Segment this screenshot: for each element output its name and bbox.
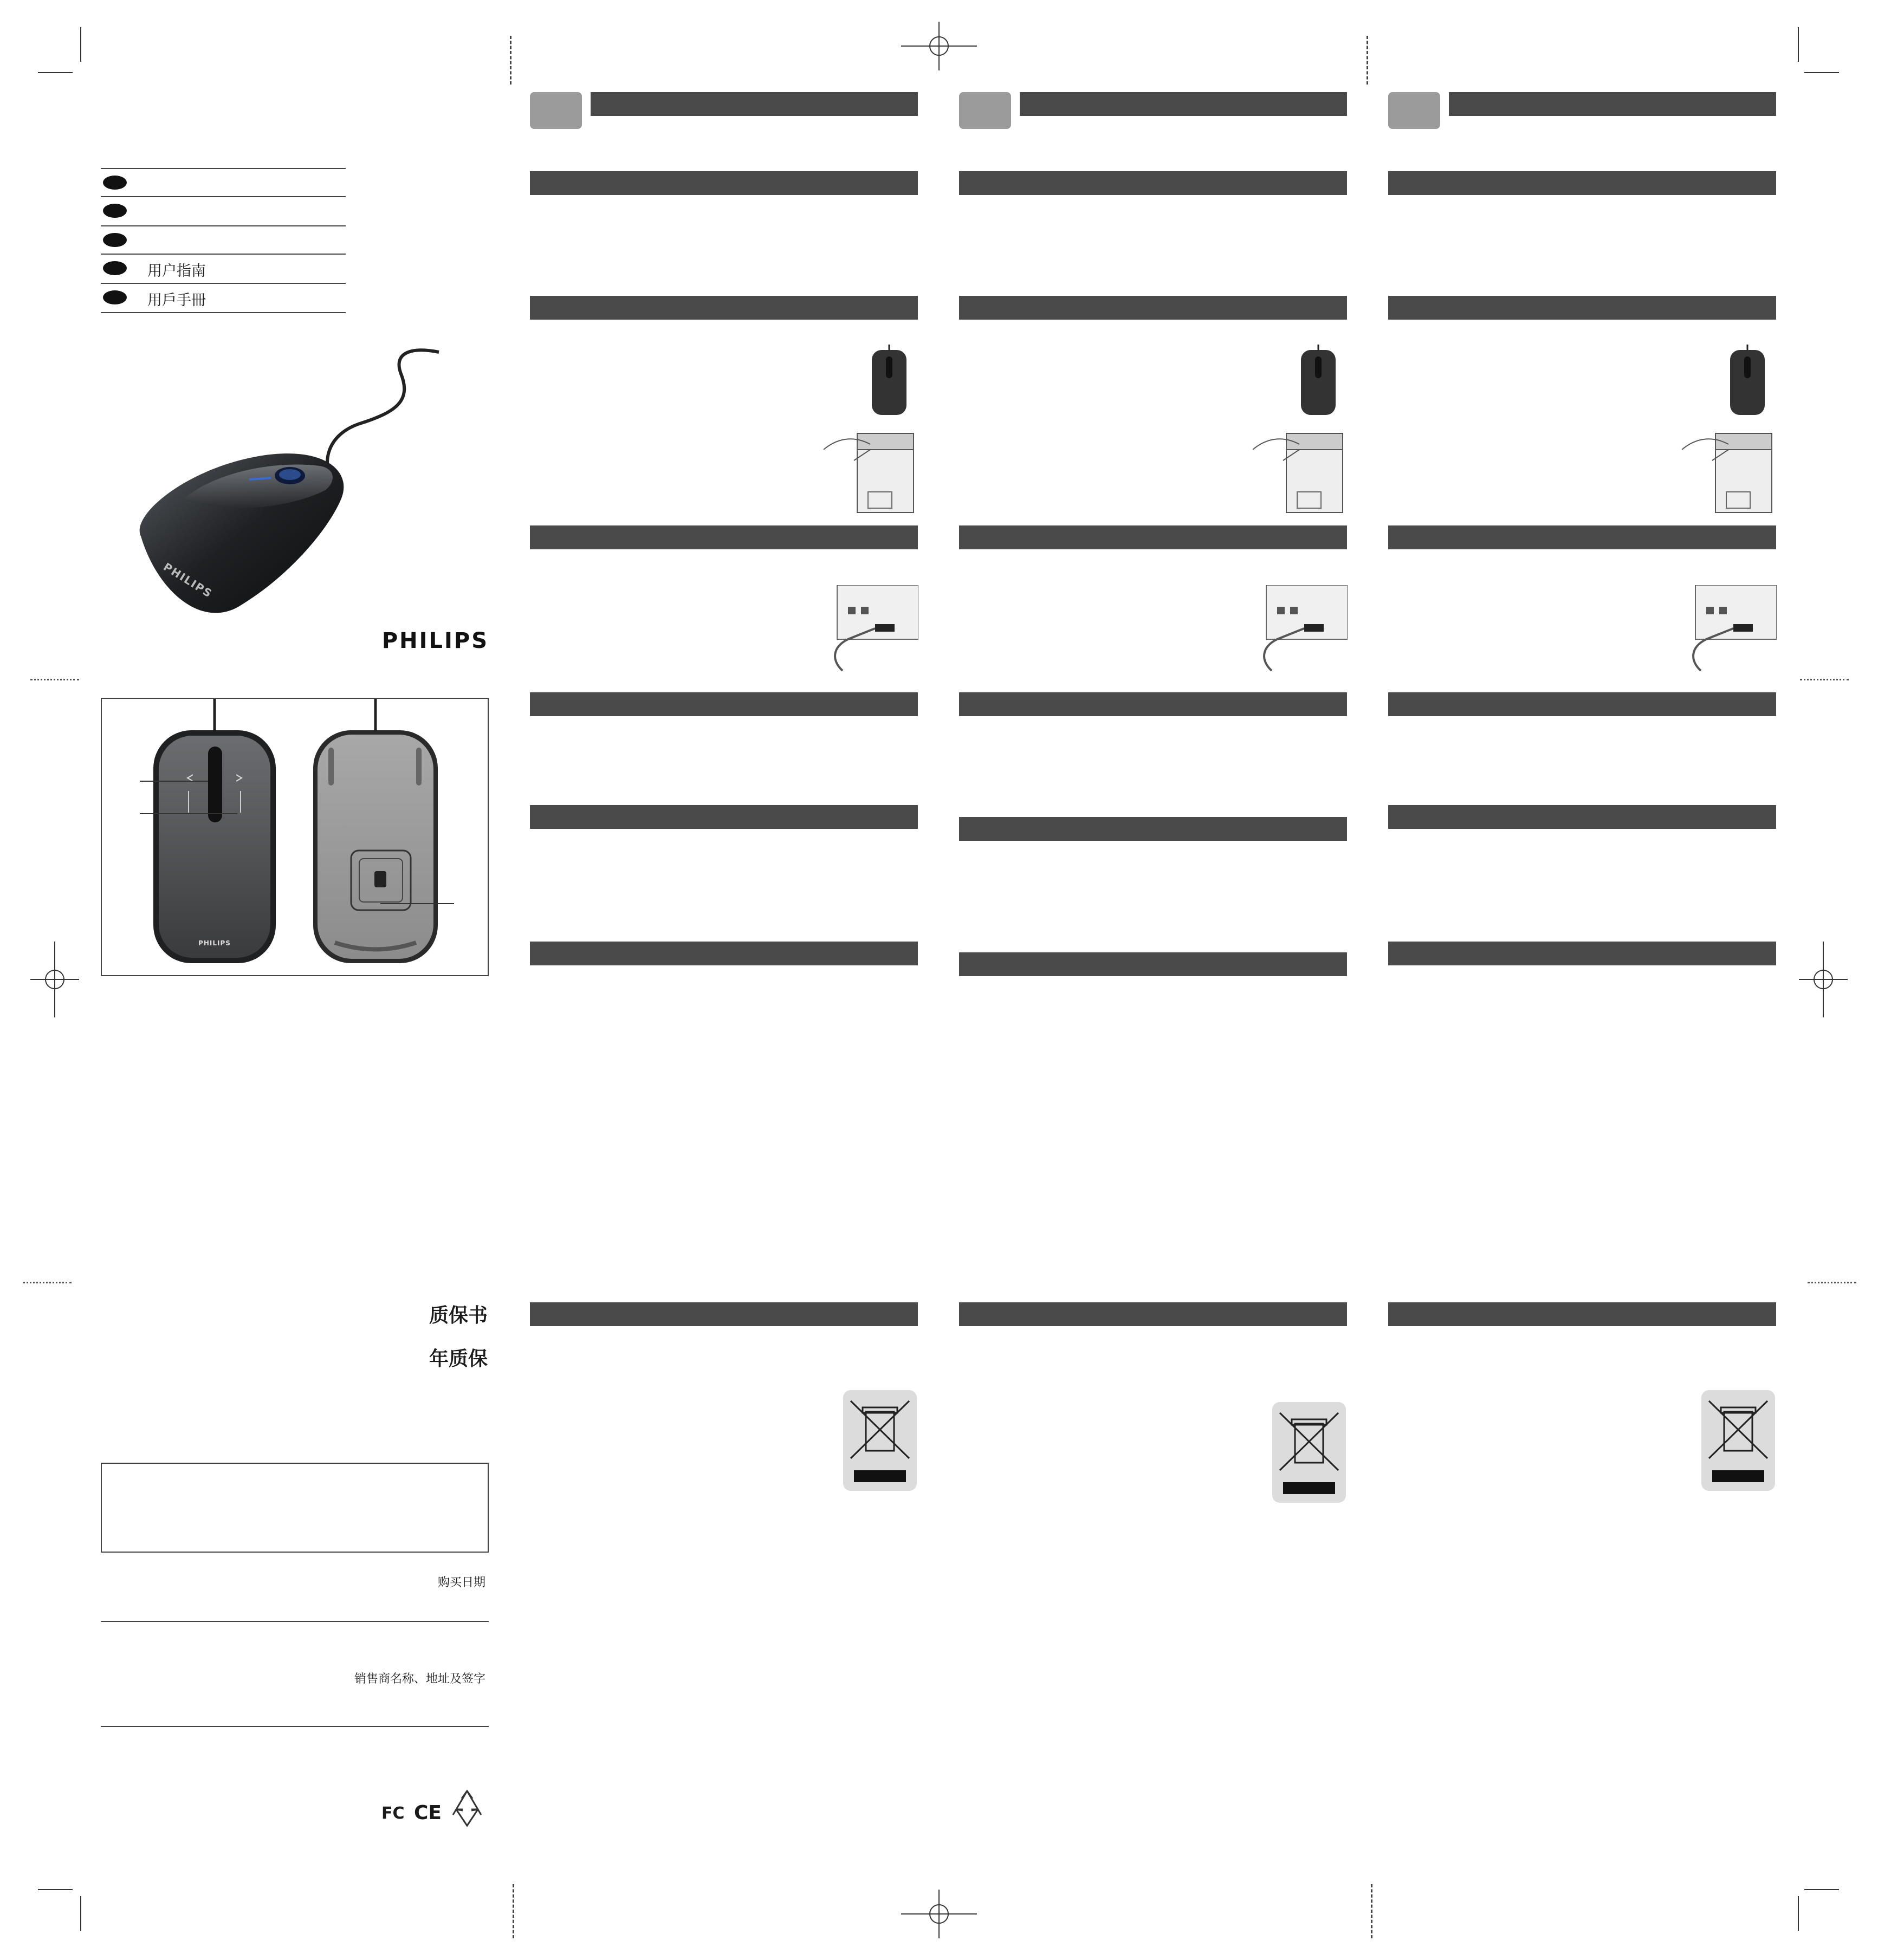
pc-tower-icon — [1680, 428, 1775, 515]
section-header — [959, 952, 1347, 976]
section-header — [530, 942, 918, 965]
section-header — [959, 1302, 1347, 1326]
warranty-subtitle: 年质保 — [429, 1348, 488, 1370]
section-header — [959, 296, 1347, 320]
language-label: 用户指南 — [147, 263, 206, 280]
language-tab — [530, 92, 582, 129]
title-bar — [1020, 92, 1347, 116]
section-header — [530, 296, 918, 320]
section-header — [1388, 171, 1776, 195]
weee-bin-icon — [1272, 1402, 1346, 1503]
registration-mark-bottom — [901, 1890, 977, 1938]
language-row — [101, 254, 346, 283]
section-header — [1388, 692, 1776, 716]
brand-logo: PHILIPS — [381, 628, 489, 653]
section-header — [530, 171, 918, 195]
section-header — [959, 692, 1347, 716]
mouse-top-icon — [1728, 345, 1767, 418]
section-header — [959, 525, 1347, 549]
weee-bin-icon — [1701, 1390, 1775, 1491]
mouse-diagram-box — [101, 698, 489, 976]
section-header — [530, 692, 918, 716]
language-badge — [103, 176, 127, 190]
title-bar — [591, 92, 918, 116]
section-header — [1388, 1302, 1776, 1326]
dealer-label: 销售商名称、地址及签字 — [354, 1672, 485, 1686]
mouse-diagram-brand: PHILIPS — [198, 939, 231, 947]
warranty-info-box — [101, 1463, 489, 1553]
section-header — [530, 1302, 918, 1326]
language-badge — [103, 290, 127, 304]
language-row — [101, 225, 346, 255]
usb-connect-icon — [826, 585, 918, 672]
section-header — [1388, 805, 1776, 829]
registration-mark-left — [30, 942, 79, 1017]
usb-connect-icon — [1255, 585, 1348, 672]
section-header — [1388, 296, 1776, 320]
dealer-line — [101, 1726, 489, 1727]
section-header — [959, 817, 1347, 841]
pc-tower-icon — [821, 428, 917, 515]
section-header — [530, 805, 918, 829]
fcc-mark: FC — [381, 1804, 405, 1823]
registration-mark-right — [1799, 942, 1848, 1017]
purchase-date-label: 购买日期 — [437, 1576, 485, 1589]
registration-mark-top — [901, 22, 977, 70]
language-badge — [103, 233, 127, 247]
purchase-date-line — [101, 1621, 489, 1622]
mouse-brand-logo: PHILIPS — [161, 560, 215, 601]
section-header — [1388, 525, 1776, 549]
pc-tower-icon — [1251, 428, 1346, 515]
language-tab — [1388, 92, 1440, 129]
language-row — [101, 168, 346, 197]
ce-mark: CE — [414, 1802, 442, 1824]
language-badge — [103, 261, 127, 275]
weee-bin-icon — [843, 1390, 917, 1491]
section-header — [959, 171, 1347, 195]
section-header — [1388, 942, 1776, 965]
language-tab — [959, 92, 1011, 129]
recycle-icon — [445, 1788, 489, 1829]
mouse-top-icon — [1299, 345, 1338, 418]
language-badge — [103, 204, 127, 218]
mouse-diagram — [102, 699, 488, 975]
language-row — [101, 283, 346, 313]
title-bar — [1449, 92, 1776, 116]
usb-connect-icon — [1685, 585, 1777, 672]
mouse-top-icon — [870, 345, 909, 418]
language-row — [101, 196, 346, 225]
language-label: 用戶手冊 — [147, 292, 206, 309]
warranty-title: 质保书 — [429, 1304, 488, 1327]
section-header — [530, 525, 918, 549]
mouse-product-photo — [108, 336, 488, 661]
